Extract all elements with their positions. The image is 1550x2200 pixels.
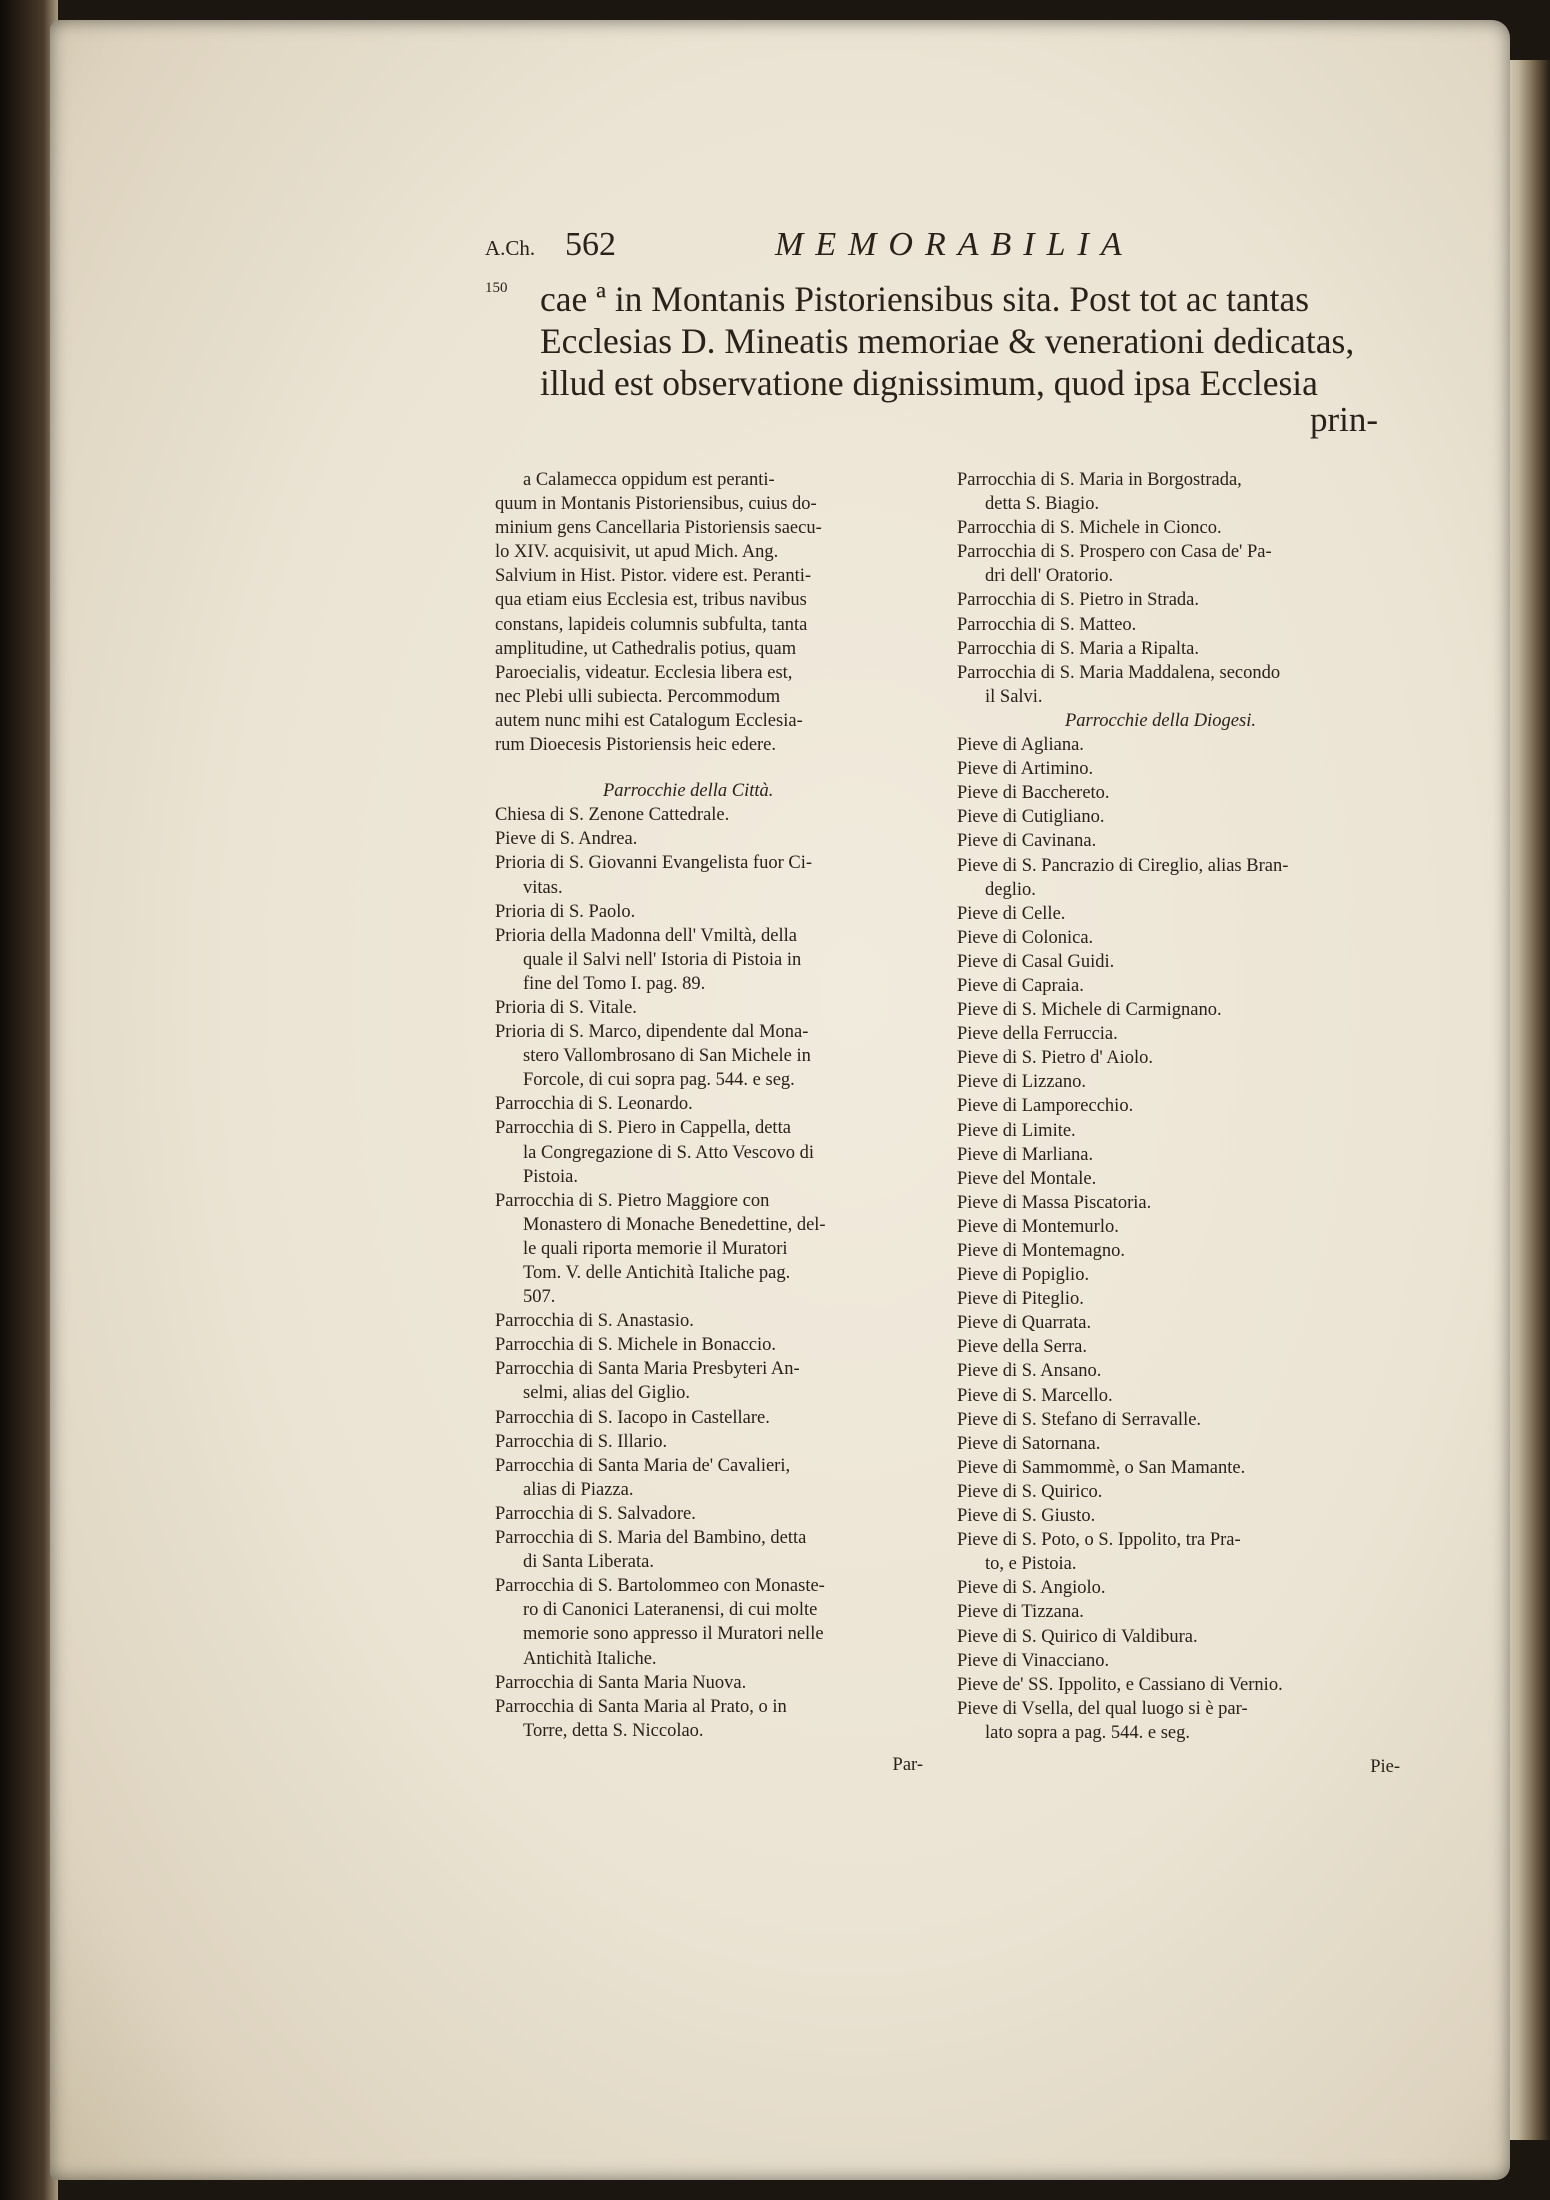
list-item bbox=[495, 1430, 923, 1454]
list-item bbox=[495, 1333, 923, 1357]
list-item-line: Pieve di Piteglio. bbox=[957, 1289, 1084, 1310]
list-item-line: Pieve di Massa Piscatoria. bbox=[957, 1192, 1152, 1213]
list-item bbox=[495, 803, 923, 827]
list-item bbox=[495, 1574, 923, 1670]
list-item-line: Pieve di Tizzana. bbox=[957, 1602, 1084, 1623]
list-item bbox=[957, 1311, 1400, 1335]
footnote-line: qua etiam eius Ecclesia est, tribus navibus bbox=[495, 590, 807, 611]
footnote-line: minium gens Cancellaria Pistoriensis saecu- bbox=[495, 518, 822, 539]
list-item-line: Parrocchia di S. Michele in Cionco. bbox=[957, 518, 1222, 539]
section-heading-diogesi: Parrocchie della Diogesi. bbox=[1065, 710, 1256, 731]
list-item bbox=[957, 1046, 1400, 1070]
list-item bbox=[957, 1528, 1400, 1576]
list-item bbox=[957, 661, 1400, 709]
list-item-line: Tom. V. delle Antichità Italiche pag. bbox=[523, 1263, 791, 1283]
list-item-line: Pieve di S. Michele di Carmignano. bbox=[957, 1000, 1222, 1021]
main-catchword: prin- bbox=[1310, 400, 1379, 439]
list-item-line: Pieve di S. Angiolo. bbox=[957, 1578, 1106, 1599]
list-item bbox=[957, 1673, 1400, 1697]
list-item-line: Monastero di Monache Benedettine, del- bbox=[523, 1214, 826, 1235]
list-item-line: Pieve di Celle. bbox=[957, 903, 1066, 924]
list-item bbox=[495, 1502, 923, 1526]
list-item-line: Pieve di Capraia. bbox=[957, 975, 1084, 996]
list-item-line: Parrocchia di S. Illario. bbox=[495, 1431, 668, 1452]
list-item bbox=[957, 1649, 1400, 1673]
list-item bbox=[957, 733, 1400, 757]
main-text-line: cae ª in Montanis Pistoriensibus sita. Post tot ac tantas bbox=[540, 279, 1310, 319]
list-item bbox=[957, 902, 1400, 926]
list-item-line: Pieve di Vinacciano. bbox=[957, 1650, 1110, 1671]
list-item bbox=[495, 1309, 923, 1333]
list-item bbox=[957, 1335, 1400, 1359]
list-item bbox=[495, 1020, 923, 1092]
list-item bbox=[495, 827, 923, 851]
list-item-line: Parrocchia di S. Maria Maddalena, secondo bbox=[957, 662, 1281, 683]
list-item-line: Parrocchia di Santa Maria al Prato, o in bbox=[495, 1696, 787, 1717]
list-item bbox=[957, 1359, 1400, 1383]
list-item bbox=[957, 1697, 1400, 1745]
list-item bbox=[495, 996, 923, 1020]
margin-year: 150 bbox=[485, 280, 508, 296]
list-item bbox=[957, 1456, 1400, 1480]
list-item-line: Torre, detta S. Niccolao. bbox=[523, 1720, 704, 1741]
list-item-line: Pieve di Limite. bbox=[957, 1120, 1076, 1141]
list-item-line: to, e Pistoia. bbox=[985, 1554, 1077, 1575]
list-item bbox=[957, 468, 1400, 516]
list-item-line: Pieve di Marliana. bbox=[957, 1144, 1094, 1165]
list-item bbox=[495, 851, 923, 899]
list-item bbox=[957, 1432, 1400, 1456]
list-item bbox=[957, 1576, 1400, 1600]
list-item-line: Pieve del Montale. bbox=[957, 1168, 1097, 1189]
list-item bbox=[957, 998, 1400, 1022]
section-heading-citta: Parrocchie della Città. bbox=[603, 781, 774, 802]
list-item bbox=[957, 1094, 1400, 1118]
list-item-line: deglio. bbox=[985, 879, 1036, 900]
list-item-line: Pieve di S. Quirico di Valdibura. bbox=[957, 1626, 1198, 1647]
list-item bbox=[495, 1526, 923, 1574]
list-item bbox=[957, 588, 1400, 612]
list-item-line: memorie sono appresso il Muratori nelle bbox=[523, 1624, 824, 1645]
list-item-line: 507. bbox=[523, 1287, 556, 1308]
list-item-line: Pieve di Popiglio. bbox=[957, 1265, 1090, 1286]
list-item-line: Pieve di Casal Guidi. bbox=[957, 951, 1115, 972]
list-item-line: Pieve di Cavinana. bbox=[957, 831, 1097, 852]
list-item bbox=[495, 1357, 923, 1405]
list-item-line: Prioria della Madonna dell' Vmiltà, della bbox=[495, 925, 797, 946]
footnote-line: nec Plebi ulli subiecta. Percommodum bbox=[495, 686, 781, 707]
list-item bbox=[495, 1671, 923, 1695]
footnote-line: rum Dioecesis Pistoriensis heic edere. bbox=[495, 735, 777, 756]
list-item-line: Pieve della Ferruccia. bbox=[957, 1024, 1118, 1045]
left-catchword: Par- bbox=[892, 1754, 923, 1775]
list-item-line: Pieve di S. Stefano di Serravalle. bbox=[957, 1409, 1202, 1430]
list-item bbox=[957, 950, 1400, 974]
list-item-line: selmi, alias del Giglio. bbox=[523, 1383, 690, 1404]
right-entries-pievi bbox=[957, 733, 1400, 1745]
list-item bbox=[957, 1119, 1400, 1143]
list-item bbox=[957, 1022, 1400, 1046]
footnote-line: a Calamecca oppidum est peranti- bbox=[523, 470, 775, 490]
list-item bbox=[495, 900, 923, 924]
list-item bbox=[495, 1454, 923, 1502]
list-item-line: Pieve di S. Poto, o S. Ippolito, tra Pra- bbox=[957, 1530, 1241, 1551]
list-item-line: Pieve di S. Quirico. bbox=[957, 1481, 1103, 1502]
list-item-line: Pieve di Colonica. bbox=[957, 927, 1094, 948]
list-item-line: stero Vallombrosano di San Michele in bbox=[523, 1046, 811, 1067]
list-item-line: il Salvi. bbox=[985, 686, 1043, 707]
list-item-line: vitas. bbox=[523, 877, 563, 898]
list-item-line: Parrocchia di S. Maria a Ripalta. bbox=[957, 638, 1199, 659]
footnote-line: constans, lapideis columnis subfulta, tanta bbox=[495, 614, 808, 635]
list-item-line: Pieve di Lizzano. bbox=[957, 1072, 1086, 1093]
list-item-line: Pieve di S. Ansano. bbox=[957, 1361, 1102, 1382]
list-item-line: Pieve di Bacchereto. bbox=[957, 783, 1110, 804]
list-item bbox=[957, 1480, 1400, 1504]
list-item-line: Parrocchia di Santa Maria Nuova. bbox=[495, 1672, 747, 1693]
running-header bbox=[485, 226, 1385, 270]
list-item bbox=[957, 1239, 1400, 1263]
list-item-line: Forcole, di cui sopra pag. 544. e seg. bbox=[523, 1070, 795, 1091]
list-item bbox=[957, 781, 1400, 805]
list-item-line: Parrocchia di S. Anastasio. bbox=[495, 1311, 694, 1332]
list-item-line: Parrocchia di S. Pietro in Strada. bbox=[957, 590, 1199, 611]
footnote bbox=[495, 468, 923, 757]
book-page-stack-edge bbox=[1505, 60, 1550, 2140]
list-item bbox=[957, 1625, 1400, 1649]
list-item-line: Pieve di Quarrata. bbox=[957, 1313, 1092, 1334]
list-item-line: Pieve di S. Pancrazio di Cireglio, alias Bran- bbox=[957, 855, 1289, 876]
list-item-line: Prioria di S. Marco, dipendente dal Mona- bbox=[495, 1022, 809, 1043]
list-item bbox=[957, 613, 1400, 637]
footnote-line: autem nunc mihi est Catalogum Ecclesia- bbox=[495, 710, 803, 731]
list-item-line: Parrocchia di S. Michele in Bonaccio. bbox=[495, 1335, 777, 1356]
list-item-line: la Congregazione di S. Atto Vescovo di bbox=[523, 1142, 814, 1163]
list-item-line: Pieve della Serra. bbox=[957, 1337, 1087, 1358]
list-item bbox=[495, 924, 923, 996]
margin-era-label: A.Ch. bbox=[485, 236, 536, 260]
list-item-line: Pieve de' SS. Ippolito, e Cassiano di Vernio. bbox=[957, 1674, 1283, 1695]
footnote-line: lo XIV. acquisivit, ut apud Mich. Ang. bbox=[495, 542, 779, 563]
list-item-line: Pieve di Satornana. bbox=[957, 1433, 1101, 1454]
list-item-line: Parrocchia di S. Salvadore. bbox=[495, 1503, 696, 1524]
list-item bbox=[495, 1695, 923, 1743]
list-item-line: lato sopra a pag. 544. e seg. bbox=[985, 1722, 1190, 1743]
list-item-line: dri dell' Oratorio. bbox=[985, 566, 1114, 587]
main-text-line: illud est observatione dignissimum, quod ipsa Ecclesia bbox=[540, 363, 1318, 403]
list-item-line: alias di Piazza. bbox=[523, 1479, 634, 1500]
list-item-line: Pieve di Agliana. bbox=[957, 735, 1084, 756]
list-item bbox=[957, 1384, 1400, 1408]
list-item-line: Pistoia. bbox=[523, 1166, 578, 1187]
list-item-line: Pieve di Montemagno. bbox=[957, 1241, 1126, 1261]
left-column bbox=[495, 468, 923, 1777]
list-item-line: Parrocchia di S. Leonardo. bbox=[495, 1094, 693, 1115]
list-item-line: Parrocchia di Santa Maria de' Cavalieri, bbox=[495, 1455, 791, 1476]
list-item-line: Pieve di S. Giusto. bbox=[957, 1506, 1096, 1527]
list-item-line: Pieve di Artimino. bbox=[957, 759, 1094, 780]
list-item bbox=[957, 1504, 1400, 1528]
list-item-line: le quali riporta memorie il Muratori bbox=[523, 1238, 788, 1259]
right-catchword: Pie- bbox=[1370, 1756, 1400, 1777]
list-item-line: Pieve di S. Pietro d' Aiolo. bbox=[957, 1048, 1154, 1069]
list-item bbox=[495, 1189, 923, 1309]
list-item bbox=[957, 1215, 1400, 1239]
list-item-line: Parrocchia di S. Prospero con Casa de' Pa- bbox=[957, 542, 1272, 563]
list-item-line: Pieve di Montemurlo. bbox=[957, 1216, 1119, 1237]
list-item bbox=[957, 1070, 1400, 1094]
two-column-list bbox=[495, 468, 1400, 2088]
footnote-line: amplitudine, ut Cathedralis potius, quam bbox=[495, 638, 797, 659]
list-item bbox=[957, 1600, 1400, 1624]
footnote-line: quum in Montanis Pistoriensibus, cuius do- bbox=[495, 494, 817, 515]
list-item-line: ro di Canonici Lateranensi, di cui molte bbox=[523, 1600, 818, 1621]
list-item-line: Parrocchia di S. Matteo. bbox=[957, 614, 1137, 635]
list-item-line: Parrocchia di S. Pietro Maggiore con bbox=[495, 1190, 770, 1211]
list-item-line: Prioria di S. Paolo. bbox=[495, 901, 636, 922]
running-title: MEMORABILIA bbox=[775, 226, 1134, 263]
right-entries-parrocchie bbox=[957, 468, 1400, 709]
footnote-line: Salvium in Hist. Pistor. videre est. Peranti- bbox=[495, 566, 812, 587]
list-item-line: Prioria di S. Giovanni Evangelista fuor Ci- bbox=[495, 853, 813, 874]
list-item-line: Antichità Italiche. bbox=[523, 1648, 657, 1669]
list-item bbox=[957, 1167, 1400, 1191]
list-item bbox=[957, 1263, 1400, 1287]
list-item-line: Parrocchia di S. Maria in Borgostrada, bbox=[957, 470, 1242, 490]
list-item bbox=[495, 1092, 923, 1116]
page-number: 562 bbox=[565, 226, 616, 263]
list-item-line: Pieve di Lamporecchio. bbox=[957, 1096, 1134, 1117]
right-column bbox=[957, 468, 1400, 1779]
list-item bbox=[957, 974, 1400, 998]
list-item-line: Parrocchia di S. Iacopo in Castellare. bbox=[495, 1407, 770, 1428]
list-item-line: Chiesa di S. Zenone Cattedrale. bbox=[495, 805, 730, 826]
list-item bbox=[957, 1143, 1400, 1167]
list-item-line: Prioria di S. Vitale. bbox=[495, 997, 637, 1018]
list-item-line: fine del Tomo I. pag. 89. bbox=[523, 973, 706, 994]
list-item-line: Pieve di Vsella, del qual luogo si è par- bbox=[957, 1698, 1248, 1719]
list-item bbox=[957, 757, 1400, 781]
list-item bbox=[957, 516, 1400, 540]
list-item bbox=[957, 540, 1400, 588]
list-item bbox=[957, 829, 1400, 853]
list-item-line: Parrocchia di S. Piero in Cappella, detta bbox=[495, 1118, 791, 1139]
list-item bbox=[957, 1408, 1400, 1432]
main-text-line: Ecclesias D. Mineatis memoriae & venerationi dedicatas, bbox=[540, 321, 1355, 361]
list-item-line: quale il Salvi nell' Istoria di Pistoia in bbox=[523, 949, 802, 970]
list-item-line: Pieve di S. Marcello. bbox=[957, 1385, 1113, 1406]
list-item bbox=[957, 1191, 1400, 1215]
list-item-line: Parrocchia di S. Bartolommeo con Monaste- bbox=[495, 1576, 825, 1597]
list-item-line: di Santa Liberata. bbox=[523, 1552, 654, 1573]
list-item bbox=[957, 854, 1400, 902]
list-item bbox=[957, 805, 1400, 829]
list-item-line: Parrocchia di S. Maria del Bambino, detta bbox=[495, 1528, 807, 1549]
list-item bbox=[957, 1287, 1400, 1311]
main-text-block bbox=[540, 278, 1405, 404]
list-item-line: detta S. Biagio. bbox=[985, 494, 1100, 515]
list-item-line: Pieve di Sammommè, o San Mamante. bbox=[957, 1457, 1246, 1478]
list-item bbox=[957, 637, 1400, 661]
list-item-line: Pieve di S. Andrea. bbox=[495, 829, 638, 850]
list-item-line: Parrocchia di Santa Maria Presbyteri An- bbox=[495, 1359, 800, 1380]
list-item bbox=[495, 1116, 923, 1188]
left-entries bbox=[495, 803, 923, 1743]
list-item bbox=[495, 1406, 923, 1430]
footnote-line: Paroecialis, videatur. Ecclesia libera est, bbox=[495, 662, 793, 683]
list-item bbox=[957, 926, 1400, 950]
list-item-line: Pieve di Cutigliano. bbox=[957, 807, 1105, 828]
